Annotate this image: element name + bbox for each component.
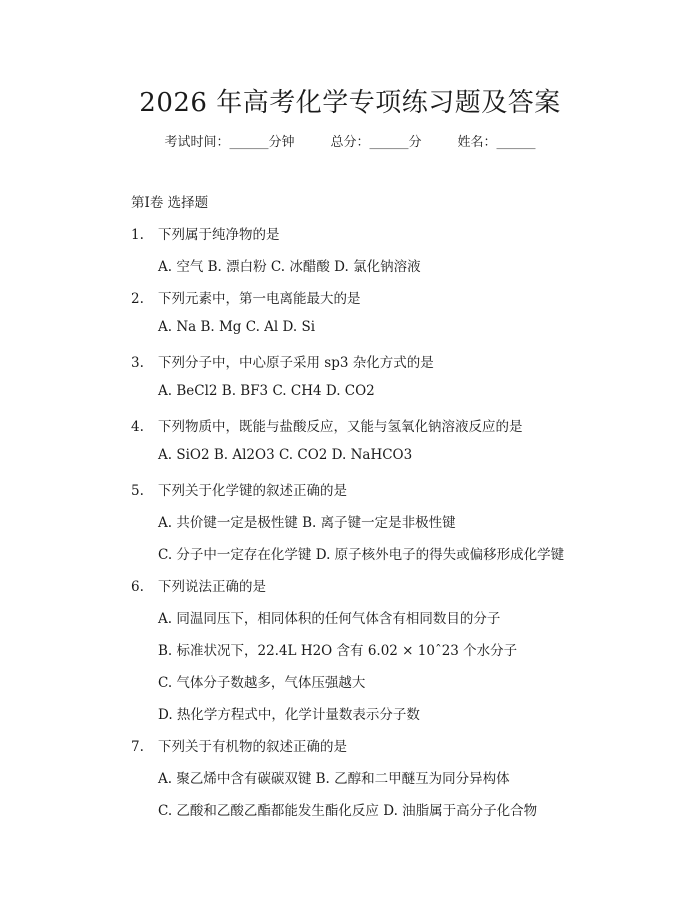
page-title: 2026 年高考化学专项练习题及答案: [139, 88, 561, 118]
question-number: 4.: [131, 419, 144, 435]
question-7-option-line-2: C. 乙酸和乙酸乙酯都能发生酯化反应 D. 油脂属于高分子化合物: [158, 803, 538, 819]
question-1-options: A. 空气 B. 漂白粉 C. 冰醋酸 D. 氯化钠溶液: [158, 259, 421, 275]
question-6-option-b: B. 标准状况下，22.4L H2O 含有 6.02 × 10ˆ23 个水分子: [158, 643, 518, 659]
question-2: [131, 287, 361, 307]
question-text: 下列关于有机物的叙述正确的是: [158, 739, 347, 755]
question-1: [131, 223, 280, 243]
question-3: [131, 351, 434, 371]
question-6-option-a: A. 同温同压下，相同体积的任何气体含有相同数目的分子: [158, 611, 501, 627]
question-text: 下列物质中，既能与盐酸反应，又能与氢氧化钠溶液反应的是: [158, 419, 523, 435]
exam-meta: [0, 131, 700, 150]
question-5-option-line-2: C. 分子中一定存在化学键 D. 原子核外电子的得失或偏移形成化学键: [158, 547, 565, 563]
total-score-field: 总分：______分: [330, 135, 422, 150]
question-text: 下列属于纯净物的是: [158, 227, 280, 243]
section-heading: 第Ⅰ卷 选择题: [131, 195, 209, 211]
question-2-options: A. Na B. Mg C. Al D. Si: [158, 319, 316, 335]
question-number: 1.: [131, 227, 144, 243]
name-field: 姓名：______: [457, 135, 536, 150]
question-number: 5.: [131, 483, 144, 499]
question-3-options: A. BeCl2 B. BF3 C. CH4 D. CO2: [158, 383, 375, 399]
question-number: 6.: [131, 579, 144, 595]
question-4: [131, 415, 523, 435]
question-5: [131, 479, 347, 499]
question-number: 3.: [131, 355, 144, 371]
question-5-option-line-1: A. 共价键一定是极性键 B. 离子键一定是非极性键: [158, 515, 456, 531]
exam-time-field: 考试时间：______分钟: [164, 135, 295, 150]
question-number: 2.: [131, 291, 144, 307]
question-6: [131, 575, 266, 595]
question-7: [131, 735, 347, 755]
question-text: 下列元素中，第一电离能最大的是: [158, 291, 361, 307]
question-number: 7.: [131, 739, 144, 755]
question-4-options: A. SiO2 B. Al2O3 C. CO2 D. NaHCO3: [158, 447, 413, 463]
question-6-option-d: D. 热化学方程式中，化学计量数表示分子数: [158, 707, 420, 723]
question-6-option-c: C. 气体分子数越多，气体压强越大: [158, 675, 366, 691]
question-7-option-line-1: A. 聚乙烯中含有碳碳双键 B. 乙醇和二甲醚互为同分异构体: [158, 771, 510, 787]
question-text: 下列分子中，中心原子采用 sp3 杂化方式的是: [158, 355, 434, 371]
question-text: 下列关于化学键的叙述正确的是: [158, 483, 347, 499]
question-text: 下列说法正确的是: [158, 579, 266, 595]
